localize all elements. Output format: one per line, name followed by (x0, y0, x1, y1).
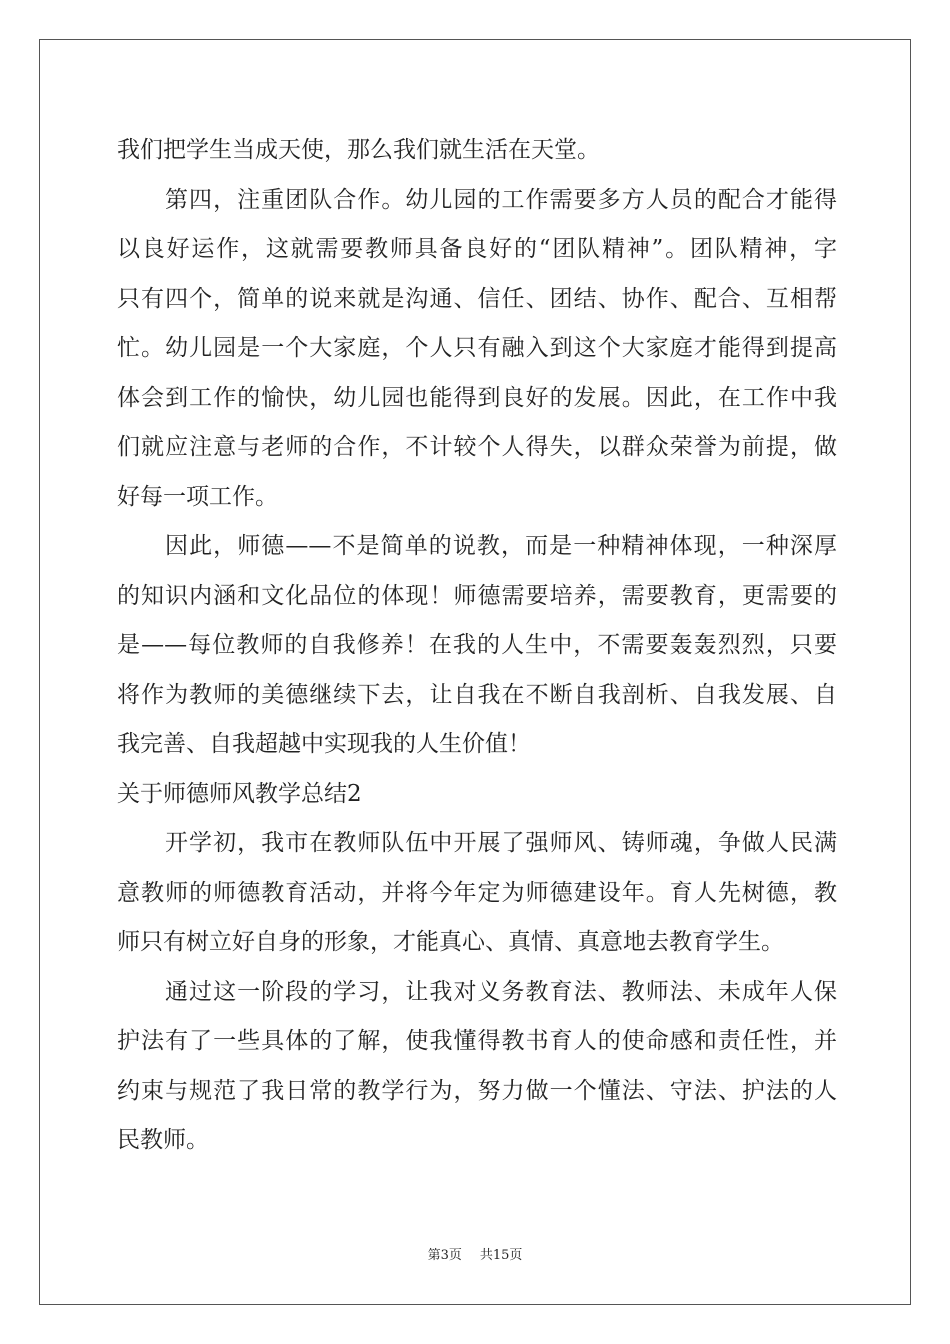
text-line: 体会到工作的愉快，幼儿园也能得到良好的发展。因此，在工作中我 (117, 384, 837, 411)
text-line: 们就应注意与老师的合作，不计较个人得失，以群众荣誉为前提，做 (117, 434, 837, 460)
paragraph-first-line: 通过这一阶段的学习，让我对义务教育法、教师法、未成年人保 (165, 978, 837, 1005)
text-line: 意教师的师德教育活动，并将今年定为师德建设年。育人先树德，教 (117, 879, 837, 906)
text-line: 护法有了一些具体的了解，使我懂得教书育人的使命感和责任性，并 (117, 1028, 837, 1054)
text-line: 民教师。 (117, 1127, 209, 1153)
text-line: 将作为教师的美德继续下去，让自我在不断自我剖析、自我发展、自 (117, 681, 837, 708)
paragraph-first-line: 因此，师德——不是简单的说教，而是一种精神体现，一种深厚 (165, 533, 837, 559)
text-line: 师只有树立好自身的形象，才能真心、真情、真意地去教育学生。 (117, 929, 784, 955)
text-line: 好每一项工作。 (117, 483, 278, 510)
section-heading: 关于师德师风教学总结2 (117, 780, 362, 807)
text-line: 忙。幼儿园是一个大家庭，个人只有融入到这个大家庭才能得到提高 (117, 335, 837, 361)
page-total: 共15页 (479, 1248, 523, 1263)
page-number: 第3页 (427, 1248, 462, 1263)
text-line: 的知识内涵和文化品位的体现！师德需要培养，需要教育，更需要的 (117, 582, 837, 609)
page-footer (0, 1244, 950, 1263)
text-line: 我们把学生当成天使，那么我们就生活在天堂。 (117, 137, 600, 163)
paragraph-first-line: 第四，注重团队合作。幼儿园的工作需要多方人员的配合才能得 (165, 186, 837, 213)
text-line: 我完善、自我超越中实现我的人生价值！ (117, 731, 531, 757)
text-line: 以良好运作，这就需要教师具备良好的“团队精神”。团队精神，字 (117, 236, 837, 262)
text-line: 只有四个，简单的说来就是沟通、信任、团结、协作、配合、互相帮 (117, 285, 837, 312)
text-line: 是——每位教师的自我修养！在我的人生中，不需要轰轰烈烈，只要 (117, 632, 837, 658)
document-body (117, 126, 837, 1166)
paragraph-first-line: 开学初，我市在教师队伍中开展了强师风、铸师魂，争做人民满 (165, 830, 837, 856)
text-line: 约束与规范了我日常的教学行为，努力做一个懂法、守法、护法的人 (117, 1077, 837, 1104)
